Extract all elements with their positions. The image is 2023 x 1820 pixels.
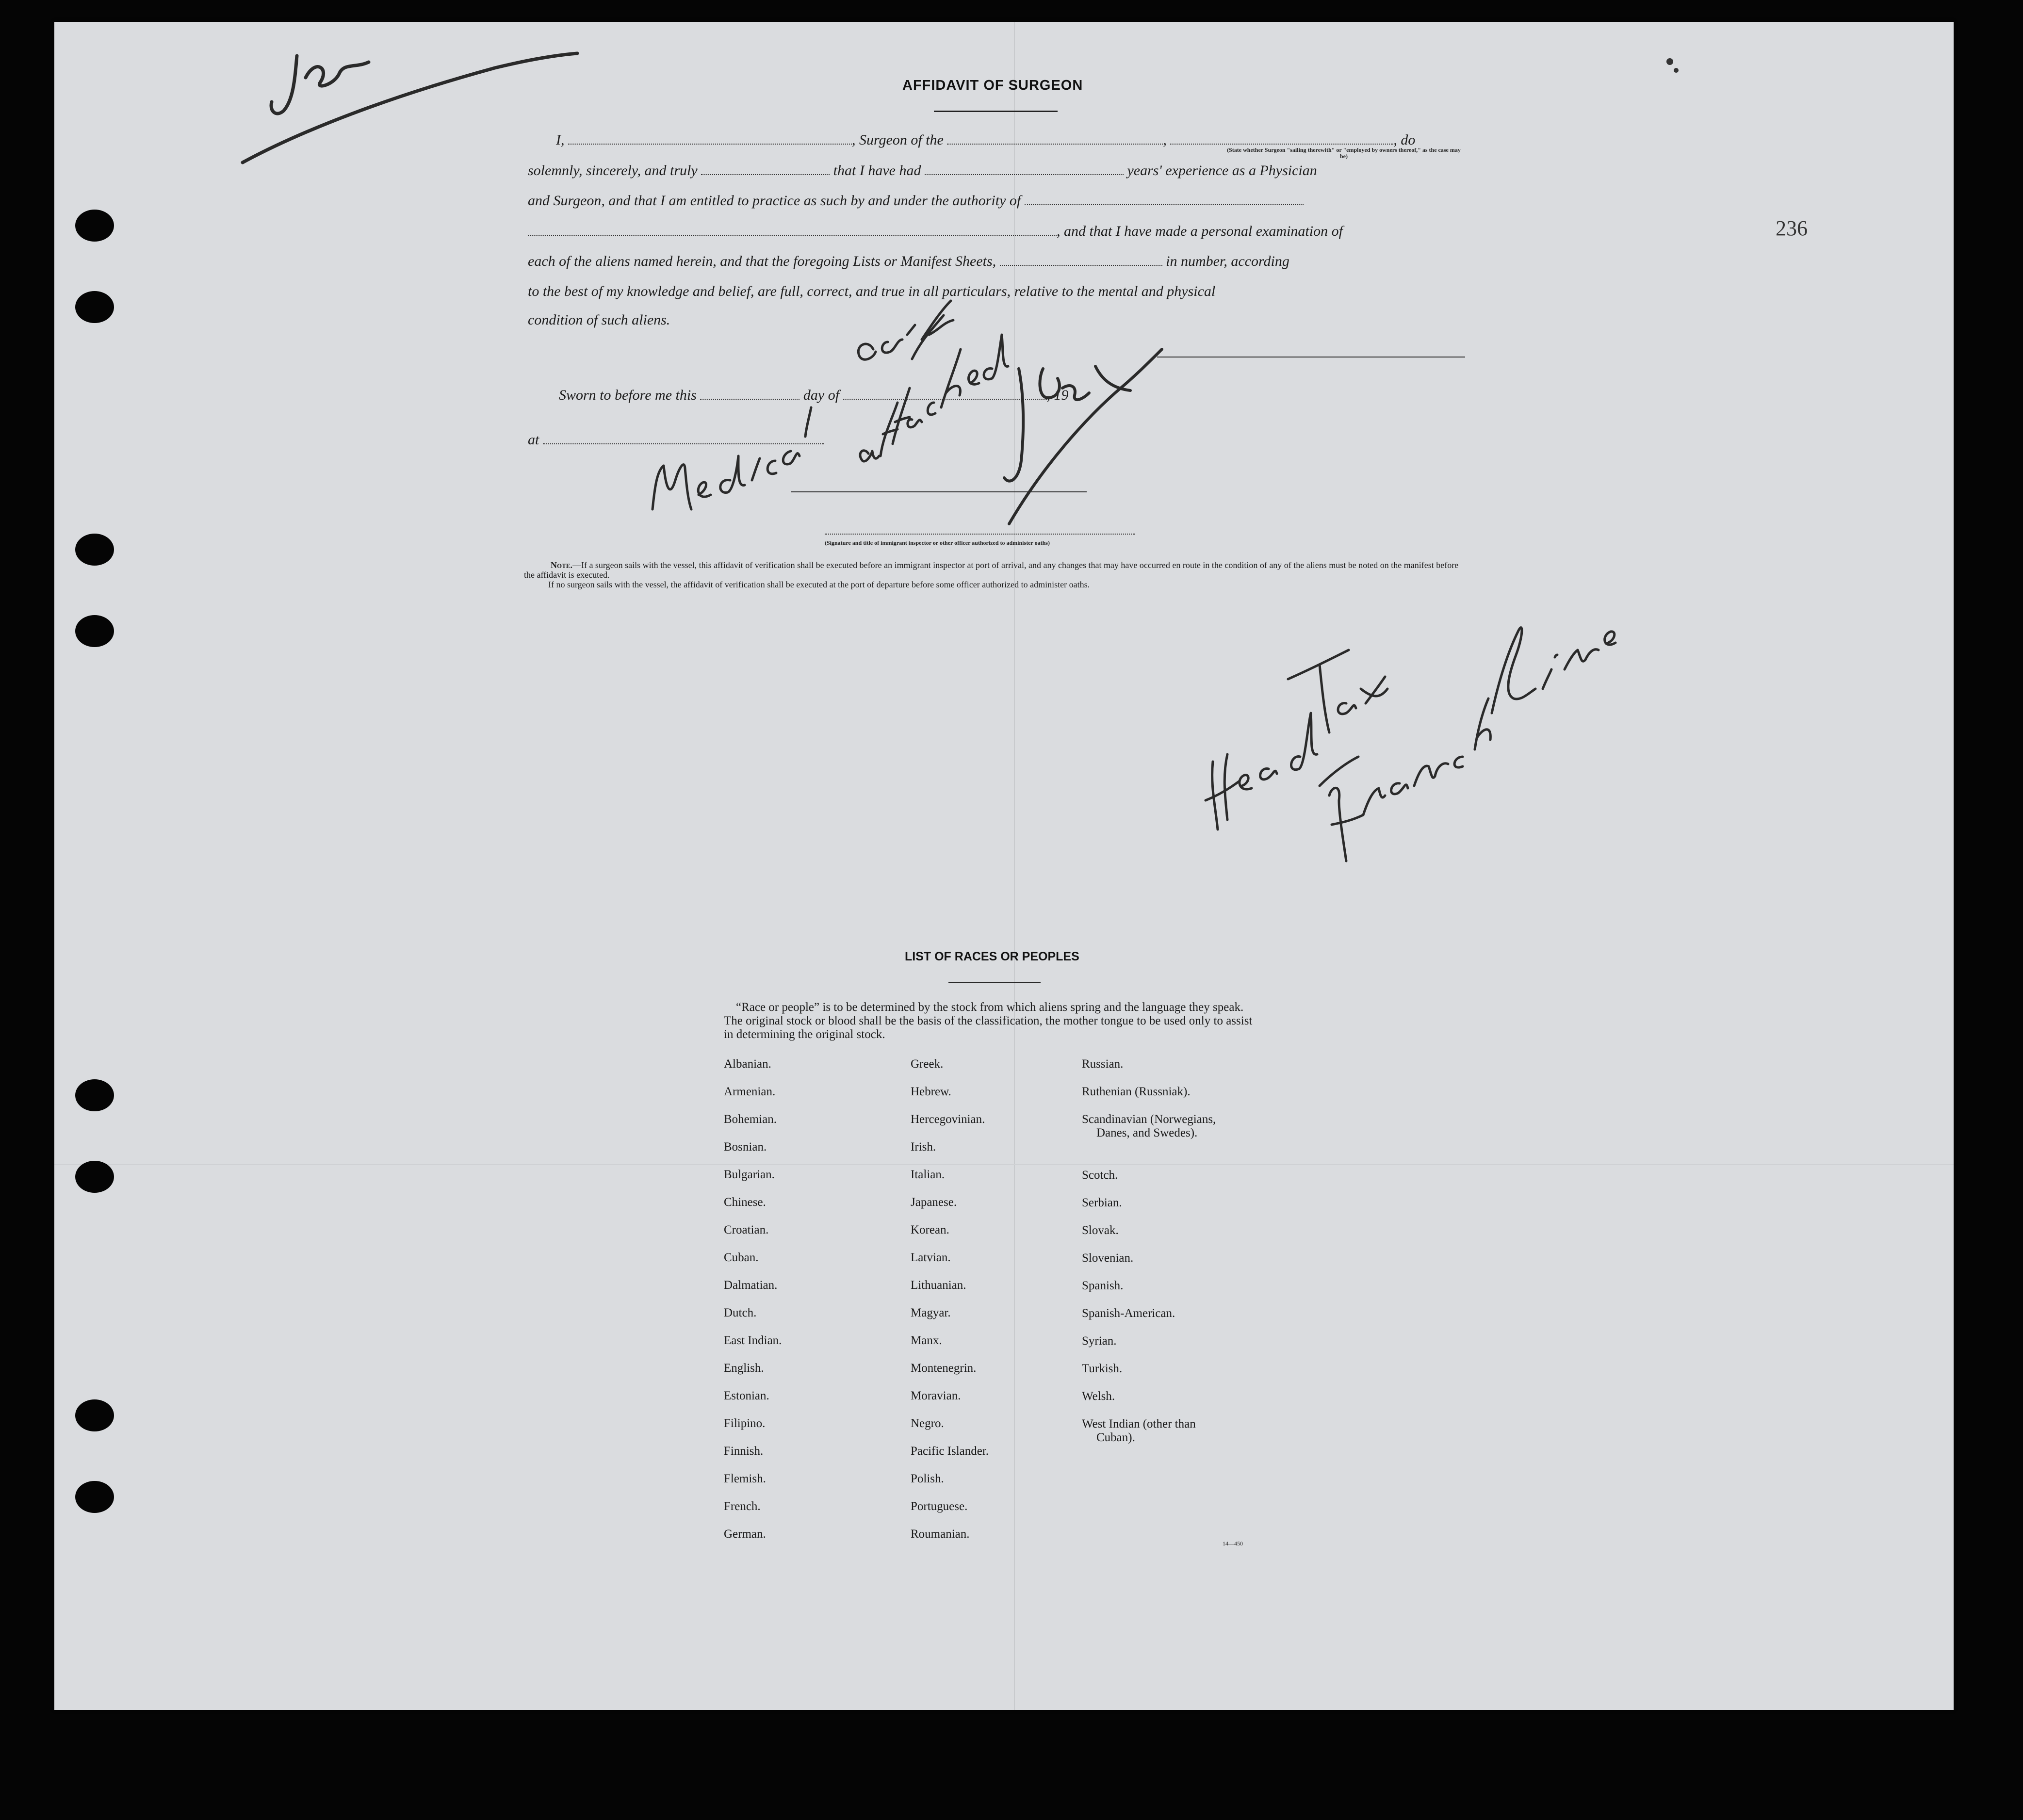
races-column-2	[911, 1057, 989, 1555]
race-item: Japanese.	[911, 1196, 957, 1209]
race-item: Armenian.	[724, 1085, 776, 1098]
at-line: at	[528, 432, 1464, 448]
affidavit-line-5: each of the aliens named herein, and that the foregoing Lists or Manifest Sheets, in number, according	[528, 253, 1289, 269]
sworn-month-blank	[843, 388, 1047, 400]
race-item: English.	[724, 1362, 764, 1375]
status-blank	[1170, 133, 1393, 145]
race-item: Slovak.	[1082, 1224, 1119, 1237]
race-item: French.	[724, 1500, 761, 1513]
name-blank	[568, 133, 852, 145]
authority-blank	[1025, 194, 1304, 205]
race-item: East Indian.	[724, 1334, 782, 1347]
race-item: Bulgarian.	[724, 1168, 775, 1181]
race-item: Greek.	[911, 1057, 944, 1071]
race-item: Polish.	[911, 1472, 944, 1485]
binder-hole	[75, 1079, 114, 1111]
race-item-west-indian: West Indian (other than Cuban).	[1082, 1417, 1196, 1444]
race-item: Ruthenian (Russniak).	[1082, 1085, 1191, 1098]
race-item: Spanish.	[1082, 1279, 1124, 1292]
race-item: Hercegovinian.	[911, 1113, 985, 1126]
race-item: Scotch.	[1082, 1169, 1118, 1182]
binder-hole	[75, 1399, 114, 1431]
binder-hole	[75, 291, 114, 323]
binder-hole	[75, 210, 114, 242]
affidavit-line-2: solemnly, sincerely, and truly that I have had years' experience as a Physician	[528, 162, 1317, 179]
signature-caption: (Signature and title of immigrant inspector or other officer authorized to administer oaths)	[825, 539, 1050, 546]
race-item: Chinese.	[724, 1196, 766, 1209]
race-item: Hebrew.	[911, 1085, 951, 1098]
affidavit-title: AFFIDAVIT OF SURGEON	[902, 78, 1083, 93]
surgeon-status-note: (State whether Surgeon "sailing therewith" or "employed by owners thereof," as the case may be)	[1227, 146, 1461, 160]
binder-hole	[75, 534, 114, 566]
race-item: Moravian.	[911, 1389, 961, 1402]
affidavit-line-1: I, , Surgeon of the , , do	[556, 132, 1416, 148]
race-item: Montenegrin.	[911, 1362, 977, 1375]
race-item: Manx.	[911, 1334, 942, 1347]
affidavit-line-3: and Surgeon, and that I am entitled to practice as such by and under the authority of	[528, 193, 1464, 209]
race-item: Bohemian.	[724, 1113, 777, 1126]
race-item: Finnish.	[724, 1445, 764, 1458]
affidavit-line-6: to the best of my knowledge and belief, are full, correct, and true in all particulars, relative to the mental and physical	[528, 283, 1216, 299]
race-item: Pacific Islander.	[911, 1445, 989, 1458]
race-item: Italian.	[911, 1168, 945, 1181]
fold-crease-vertical	[1014, 22, 1015, 1710]
inspector-signature-line	[791, 491, 1087, 492]
race-item: Roumanian.	[911, 1528, 970, 1541]
race-item: Lithuanian.	[911, 1279, 966, 1292]
races-column-3	[1082, 1057, 1216, 1445]
race-item: German.	[724, 1528, 766, 1541]
race-item: Bosnian.	[724, 1140, 767, 1154]
affidavit-note: Note.—If a surgeon sails with the vessel, this affidavit of verification shall be executed before an immigrant inspector at port of arrival, and any changes that may have occurred en route in the condition of any of the aliens must be noted on the manifest before the affidavit is executed. If no surgeon sails with the vessel, the affidavit of verification shall be executed at the port of departure before some officer authorized to administer oaths.	[524, 560, 1459, 589]
place-blank	[543, 433, 824, 444]
race-item: Korean.	[911, 1223, 949, 1236]
races-intro: “Race or people” is to be determined by the stock from which aliens spring and the language they speak. The original stock or blood shall be the basis of the classification, the mother tongue to be used only to assist in determining the original stock.	[724, 1001, 1253, 1041]
race-item: Turkish.	[1082, 1362, 1123, 1375]
races-title-underline	[948, 982, 1041, 983]
form-code: 14—450	[1223, 1540, 1243, 1547]
sheets-blank	[1000, 254, 1162, 266]
binder-hole	[75, 1481, 114, 1513]
race-item: Portuguese.	[911, 1500, 968, 1513]
race-item: Croatian.	[724, 1223, 769, 1236]
race-item: Negro.	[911, 1417, 944, 1430]
race-item: Estonian.	[724, 1389, 769, 1402]
race-item: Spanish-American.	[1082, 1307, 1175, 1320]
races-title: LIST OF RACES OR PEOPLES	[905, 950, 1079, 963]
race-item: Magyar.	[911, 1306, 951, 1319]
years-blank	[925, 163, 1124, 175]
race-item: Latvian.	[911, 1251, 951, 1264]
title-underline	[934, 111, 1058, 112]
dust-speck	[1674, 68, 1679, 73]
race-item: Serbian.	[1082, 1196, 1122, 1209]
race-item: Cuban.	[724, 1251, 759, 1264]
affidavit-line-7: condition of such aliens.	[528, 312, 670, 328]
race-item: Filipino.	[724, 1417, 766, 1430]
binder-hole	[75, 1161, 114, 1193]
oath-blank	[701, 163, 830, 175]
affidavit-line-4: , and that I have made a personal examination of	[528, 223, 1464, 240]
page-number: 236	[1776, 216, 1808, 240]
authority-blank-cont	[528, 224, 1057, 236]
sworn-line: Sworn to before me this day of , 19	[559, 387, 1069, 403]
race-item: Syrian.	[1082, 1334, 1117, 1348]
vessel-blank	[947, 133, 1163, 145]
race-item: Irish.	[911, 1140, 936, 1154]
race-item: Welsh.	[1082, 1390, 1115, 1403]
document-page	[54, 22, 1954, 1710]
race-item: Flemish.	[724, 1472, 766, 1485]
race-item: Albanian.	[724, 1057, 771, 1071]
sworn-day-blank	[700, 388, 799, 400]
fold-crease-horizontal	[54, 1164, 1954, 1165]
binder-hole	[75, 615, 114, 647]
races-column-1	[724, 1057, 782, 1555]
race-item: Russian.	[1082, 1057, 1124, 1071]
race-item-scandinavian: Scandinavian (Norwegians, Danes, and Swedes).	[1082, 1113, 1216, 1139]
dust-speck	[1666, 58, 1673, 65]
race-item: Slovenian.	[1082, 1251, 1134, 1265]
surgeon-signature-line	[1157, 357, 1465, 358]
inspector-title-line	[825, 534, 1135, 535]
race-item: Dalmatian.	[724, 1279, 778, 1292]
race-item: Dutch.	[724, 1306, 757, 1319]
